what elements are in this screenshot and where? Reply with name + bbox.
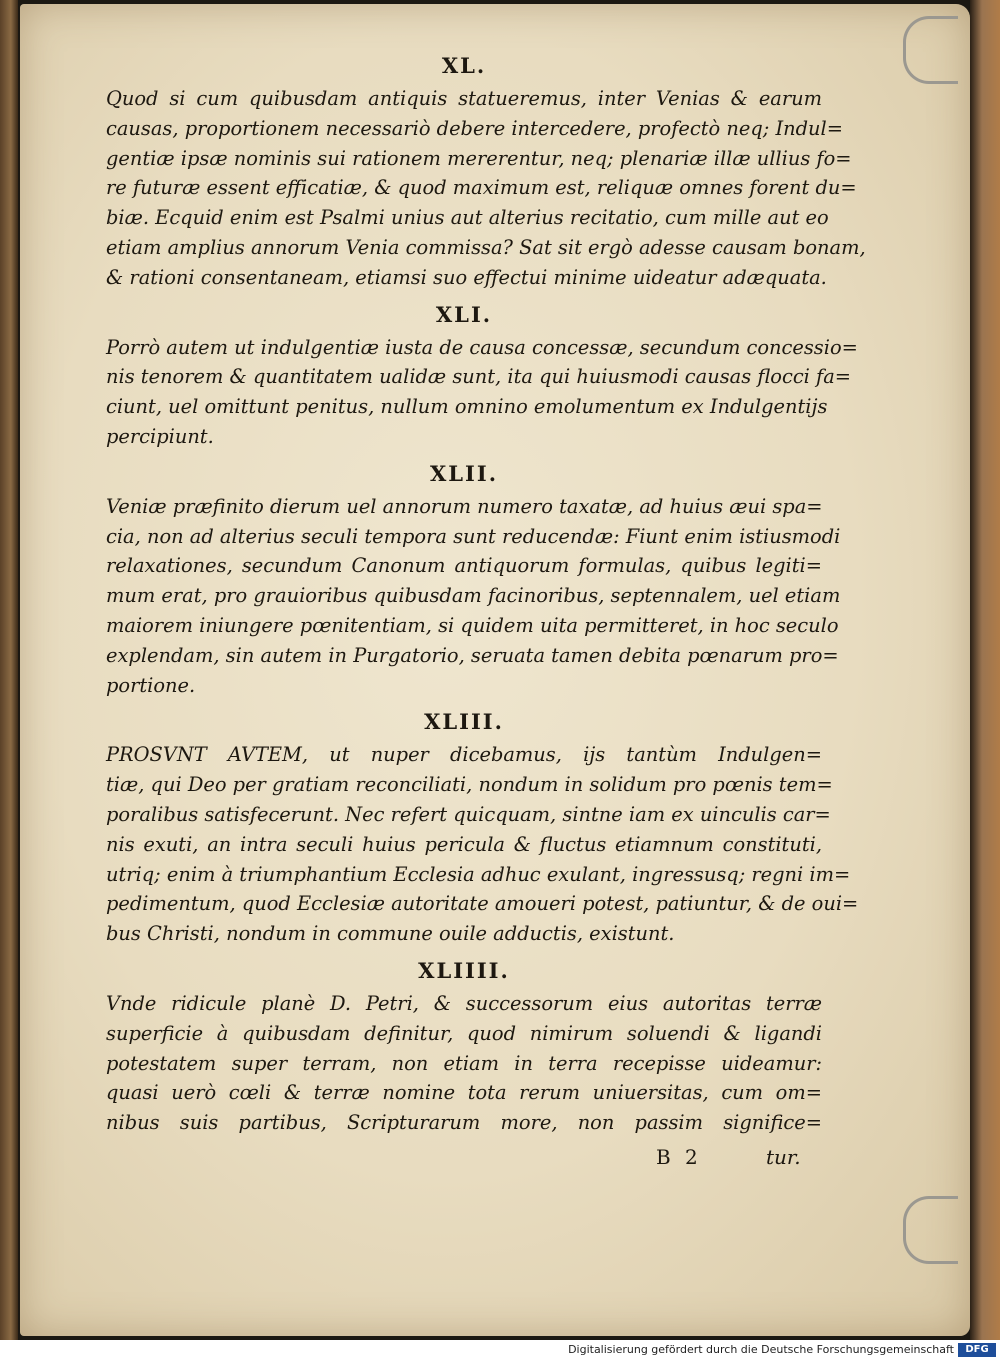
section-heading: XLIIII. [418, 957, 510, 983]
section-paragraph [106, 492, 841, 701]
text-line: bus Christi, nondum in commune ouile adductis, existunt. [106, 922, 675, 946]
signature-mark: B 2 [656, 1145, 702, 1169]
section-paragraph [106, 333, 858, 452]
text-line: nis tenorem & quantitatem ualidæ sunt, ita qui huiusmodi causas flocci fa= [106, 365, 852, 389]
text-line: Vnde ridicule planè D. Petri, & successorum eius autoritas terræ [106, 991, 822, 1015]
text-line: superficie à quibusdam definitur, quod nimirum soluendi & ligandi [106, 1021, 822, 1045]
dfg-logo: DFG [958, 1343, 996, 1357]
text-line: poralibus satisfecerunt. Nec refert quicquam, sintne iam ex uinculis car= [106, 802, 831, 826]
text-line: Veniæ præfinito dierum uel annorum numero taxatæ, ad huius æui spa= [106, 494, 823, 518]
page-clip-bottom [903, 1196, 958, 1264]
text-line: etiam amplius annorum Venia commissa? Sat sit ergò adesse causam bonam, [106, 235, 866, 259]
text-line: & rationi consentaneam, etiamsi suo effectui minime uideatur adæquata. [106, 265, 827, 289]
digitization-footer [0, 1340, 1000, 1360]
text-line: quasi uerò cœli & terræ nomine tota rerum uniuersitas, cum om= [106, 1081, 822, 1105]
section-heading: XLIII. [424, 709, 504, 735]
scan-binding-edge [0, 0, 18, 1340]
section-paragraph [106, 740, 859, 949]
section-paragraph [106, 989, 822, 1138]
section-heading: XL. [441, 53, 487, 78]
text-line: tiæ, qui Deo per gratiam reconciliati, nondum in solidum pro pœnis tem= [106, 773, 833, 797]
text-line: Quod si cum quibusdam antiquis statueremus, inter Venias & earum [106, 87, 822, 110]
page-clip-top [903, 16, 958, 84]
text-line: nis exuti, an intra seculi huius pericula & fluctus etiamnum constituti, [106, 832, 822, 856]
section-heading: XLII. [429, 460, 499, 486]
text-line: cia, non ad alterius seculi tempora sunt reducendæ: Fiunt enim istiusmodi [106, 524, 841, 548]
text-line: percipiunt. [106, 424, 214, 448]
section-paragraph [106, 84, 866, 293]
text-line: Porrò autem ut indulgentiæ iusta de causa concessæ, secundum concessio= [106, 335, 858, 359]
text-line: re futuræ essent efficatiæ, & quod maximum est, reliquæ omnes forent du= [106, 176, 857, 200]
text-line: biæ. Ecquid enim est Psalmi unius aut alterius recitatio, cum mille aut eo [106, 206, 829, 230]
text-line: utriq; enim à triumphantium Ecclesia adhuc exulant, ingressusq; regni im= [106, 862, 851, 886]
section-heading: XLI. [435, 301, 493, 327]
text-line: nibus suis partibus, Scripturarum more, non passim significe= [106, 1111, 822, 1135]
text-line: causas, proportionem necessariò debere intercedere, profectò neq; Indul= [106, 116, 843, 140]
text-line: mum erat, pro grauioribus quibusdam facinoribus, septennalem, uel etiam [106, 584, 841, 608]
catchword: tur. [766, 1145, 801, 1169]
text-line: gentiæ ipsæ nominis sui rationem mererentur, neq; plenariæ illæ ullius fo= [106, 146, 852, 170]
page-text-body [106, 48, 866, 1142]
text-line: maiorem iniungere pœnitentiam, si quidem uita permitteret, in hoc seculo [106, 613, 839, 637]
text-line: explendam, sin autem in Purgatorio, seruata tamen debita pœnarum pro= [106, 643, 839, 667]
text-line: portione. [106, 673, 196, 697]
text-line: PROSVNT AVTEM, ut nuper dicebamus, ijs tantùm Indulgen= [106, 743, 822, 767]
text-line: ciunt, uel omittunt penitus, nullum omnino emolumentum ex Indulgentijs [106, 395, 828, 419]
scan-right-edge [970, 0, 1000, 1340]
text-line: pedimentum, quod Ecclesiæ autoritate amoueri potest, patiuntur, & de oui= [106, 892, 859, 916]
text-line: potestatem super terram, non etiam in terra recepisse uideamur: [106, 1051, 822, 1075]
footer-credit-text: Digitalisierung gefördert durch die Deutsche Forschungsgemeinschaft [568, 1343, 954, 1356]
text-line: relaxationes, secundum Canonum antiquorum formulas, quibus legiti= [106, 554, 822, 578]
